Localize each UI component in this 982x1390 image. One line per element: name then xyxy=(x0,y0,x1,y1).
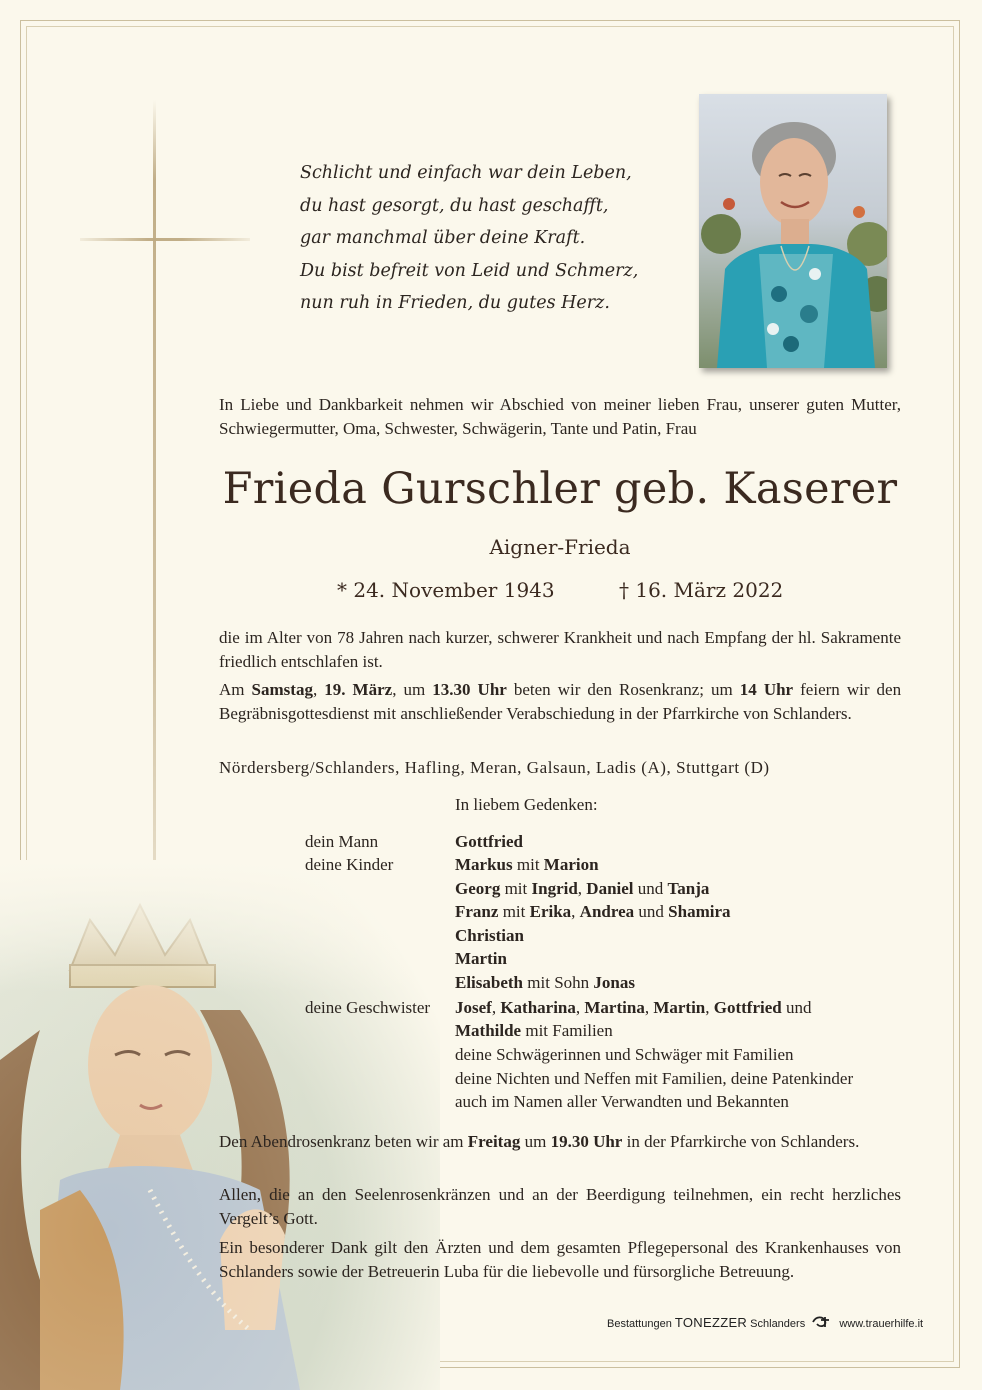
husband-label: dein Mann xyxy=(305,832,379,851)
footer-pre: Bestattungen xyxy=(607,1318,675,1330)
child-line: Franz mit Erika, Andrea und Shamira xyxy=(455,902,731,921)
deceased-name: Frieda Gurschler geb. Kaserer xyxy=(222,464,898,514)
siblings-label: deine Geschwister xyxy=(305,998,431,1017)
poem-line: Schlicht und einfach war dein Leben, xyxy=(300,163,632,183)
footer-website[interactable]: www.trauerhilfe.it xyxy=(839,1318,924,1330)
funeral-text: Am Samstag, 19. März, um 13.30 Uhr beten wir den Rosenkranz; um 14 Uhr feiern wir den Begräbnisgottesdienst mit anschließender Verabschiedung in der Pfarrkirche von Schlanders. xyxy=(219,680,902,723)
intro-text: In Liebe und Dankbarkeit nehmen wir Abschied von meiner lieben Frau, unserer guten Mutter, Schwiegermutter, Oma, Schwester, Schwägerin, Tante und Patin, Frau xyxy=(219,395,901,438)
siblings-line: Josef, Katharina, Martina, Martin, Gottfried und xyxy=(455,998,812,1017)
birth-date: * 24. November 1943 xyxy=(337,578,555,602)
nieces-line: deine Nichten und Neffen mit Familien, deine Patenkinder xyxy=(455,1069,854,1088)
places-text: Nördersberg/Schlanders, Hafling, Meran, Galsaun, Ladis (A), Stuttgart (D) xyxy=(219,758,770,777)
husband-name: Gottfried xyxy=(455,832,523,851)
portrait-photo xyxy=(699,94,887,368)
evening-rosary-text: Den Abendrosenkranz beten wir am Freitag um 19.30 Uhr in der Pfarrkirche von Schlanders. xyxy=(219,1132,860,1151)
poem-line: du hast gesorgt, du hast geschafft, xyxy=(300,195,609,216)
footer xyxy=(607,1315,927,1330)
child-line: Christian xyxy=(455,926,524,945)
passing-text: die im Alter von 78 Jahren nach kurzer, schwerer Krankheit und nach Empfang der hl. Sakramente friedlich entschlafen ist. xyxy=(219,628,901,671)
child-line: Elisabeth mit Sohn Jonas xyxy=(455,973,635,992)
memory-heading: In liebem Gedenken: xyxy=(455,795,598,814)
poem-line: nun ruh in Frieden, du gutes Herz. xyxy=(300,293,610,313)
children-label: deine Kinder xyxy=(305,855,394,874)
all-relatives-line: auch im Namen aller Verwandten und Bekannten xyxy=(455,1092,789,1111)
poem xyxy=(300,157,680,320)
siblings-line: Mathilde mit Familien xyxy=(455,1021,613,1040)
child-line: Georg mit Ingrid, Daniel und Tanja xyxy=(455,879,710,898)
madonna-image xyxy=(0,860,440,1390)
footer-brand: TONEZZER xyxy=(674,1315,748,1330)
thanks-text-1: Allen, die an den Seelenrosenkränzen und an der Beerdigung teilnehmen, ein recht herzliches Vergelt’s Gott. xyxy=(219,1185,901,1228)
poem-line: gar manchmal über deine Kraft. xyxy=(300,228,586,248)
poem-line: Du bist befreit von Leid und Schmerz, xyxy=(300,260,639,281)
inlaws-line: deine Schwägerinnen und Schwäger mit Familien xyxy=(455,1045,794,1064)
thanks-text-2: Ein besonderer Dank gilt den Ärzten und dem gesamten Pflegepersonal des Krankenhauses von Schlanders sowie der Betreuerin Luba für die liebevolle und fürsorgliche Betreuung. xyxy=(219,1238,901,1281)
death-date: † 16. März 2022 xyxy=(619,578,784,602)
tonezzer-logo-icon xyxy=(811,1315,833,1329)
child-line: Martin xyxy=(455,949,507,968)
deceased-nickname: Aigner-Frieda xyxy=(489,535,631,559)
child-line: Markus mit Marion xyxy=(455,855,599,874)
footer-post: Schlanders xyxy=(747,1318,806,1330)
